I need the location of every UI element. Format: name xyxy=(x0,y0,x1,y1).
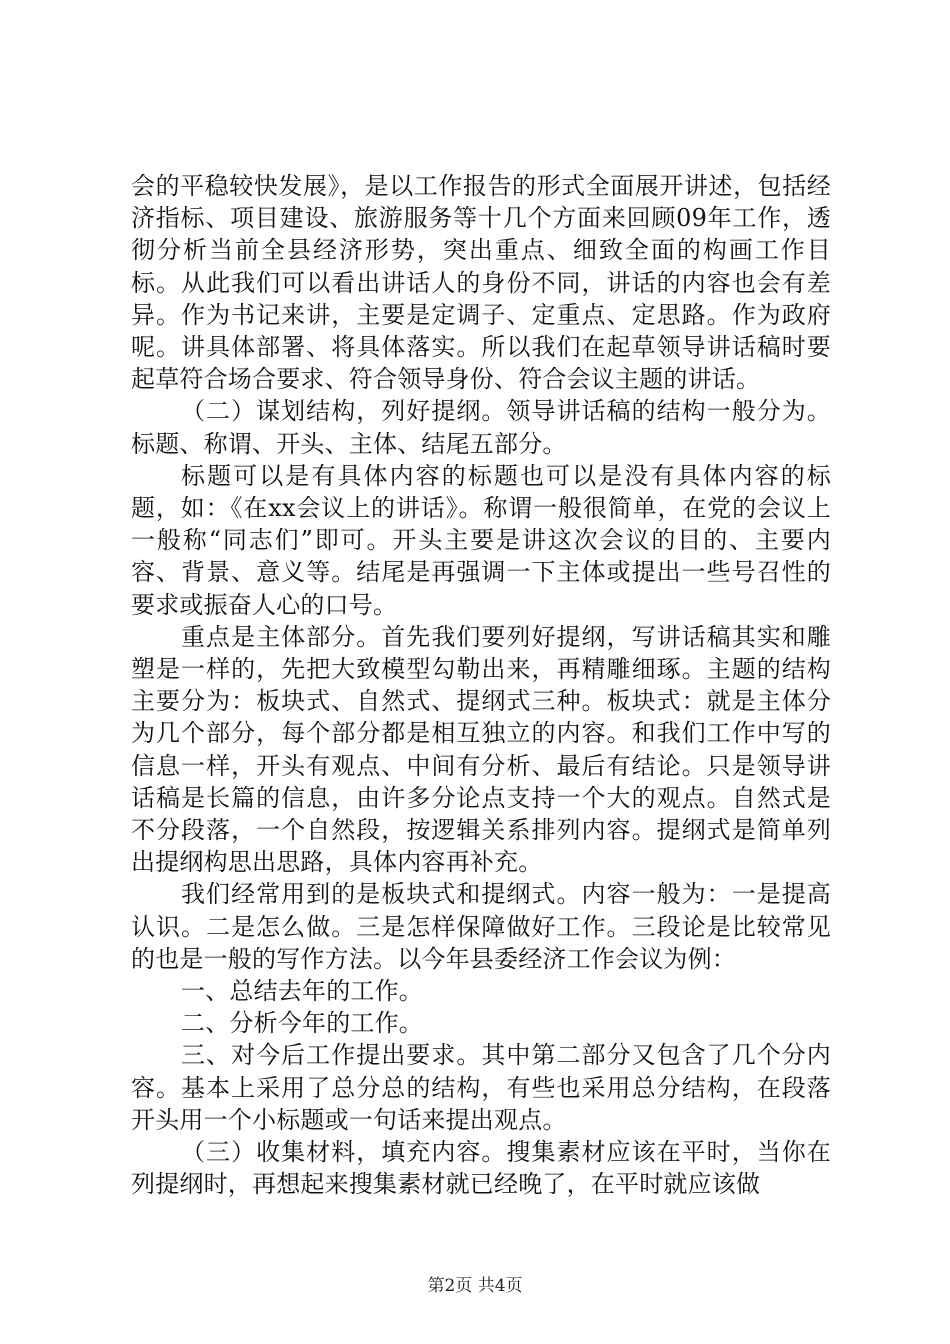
paragraph-5: 我们经常用到的是板块式和提纲式。内容一般为：一是提高认识。二是怎么做。三是怎样保障做好工作。三段论是比较常见的也是一般的写作方法。以今年县委经济工作会议为例： xyxy=(131,880,831,973)
paragraph-2: （二）谋划结构，列好提纲。领导讲话稿的结构一般分为。标题、称谓、开头、主体、结尾五部分。 xyxy=(131,397,831,458)
paragraph-1: 会的平稳较快发展》，是以工作报告的形式全面展开讲述，包括经济指标、项目建设、旅游服务等十几个方面来回顾09年工作，透彻分析当前全县经济形势，突出重点、细致全面的构画工作目标。从此我们可以看出讲话人的身份不同，讲话的内容也会有差异。作为书记来讲，主要是定调子、定重点、定思路。作为政府呢。讲具体部署、将具体落实。所以我们在起草领导讲话稿时要起草符合场合要求、符合领导身份、符合会议主题的讲话。 xyxy=(131,172,831,394)
page-number-label: 第2页 共4页 xyxy=(427,1276,523,1296)
list-item-3: 三、对今后工作提出要求。其中第二部分又包含了几个分内容。基本上采用了总分总的结构，有些也采用总分结构，在段落开头用一个小标题或一句话来提出观点。 xyxy=(131,1041,831,1134)
paragraph-4: 重点是主体部分。首先我们要列好提纲，写讲话稿其实和雕塑是一样的，先把大致模型勾勒出来，再精雕细琢。主题的结构主要分为：板块式、自然式、提纲式三种。板块式：就是主体分为几个部分，每个部分都是相互独立的内容。和我们工作中写的信息一样，开头有观点、中间有分析、最后有结论。只是领导讲话稿是长篇的信息，由许多分论点支持一个大的观点。自然式是不分段落，一个自然段，按逻辑关系排列内容。提纲式是简单列出提纲构思出思路，具体内容再补充。 xyxy=(131,622,831,877)
document-body xyxy=(131,170,831,1201)
page-footer xyxy=(0,1274,950,1298)
list-item-2: 二、分析今年的工作。 xyxy=(181,1009,423,1038)
list-item-1: 一、总结去年的工作。 xyxy=(181,977,423,1006)
paragraph-6: （三）收集材料，填充内容。搜集素材应该在平时，当你在列提纲时，再想起来搜集素材就已经晚了，在平时就应该做 xyxy=(131,1138,831,1199)
paragraph-3: 标题可以是有具体内容的标题也可以是没有具体内容的标题，如：《在xx会议上的讲话》。称谓一般很简单，在党的会议上一般称“同志们”即可。开头主要是讲这次会议的目的、主要内容、背景、意义等。结尾是再强调一下主体或提出一些号召性的要求或振奋人心的口号。 xyxy=(131,461,831,619)
